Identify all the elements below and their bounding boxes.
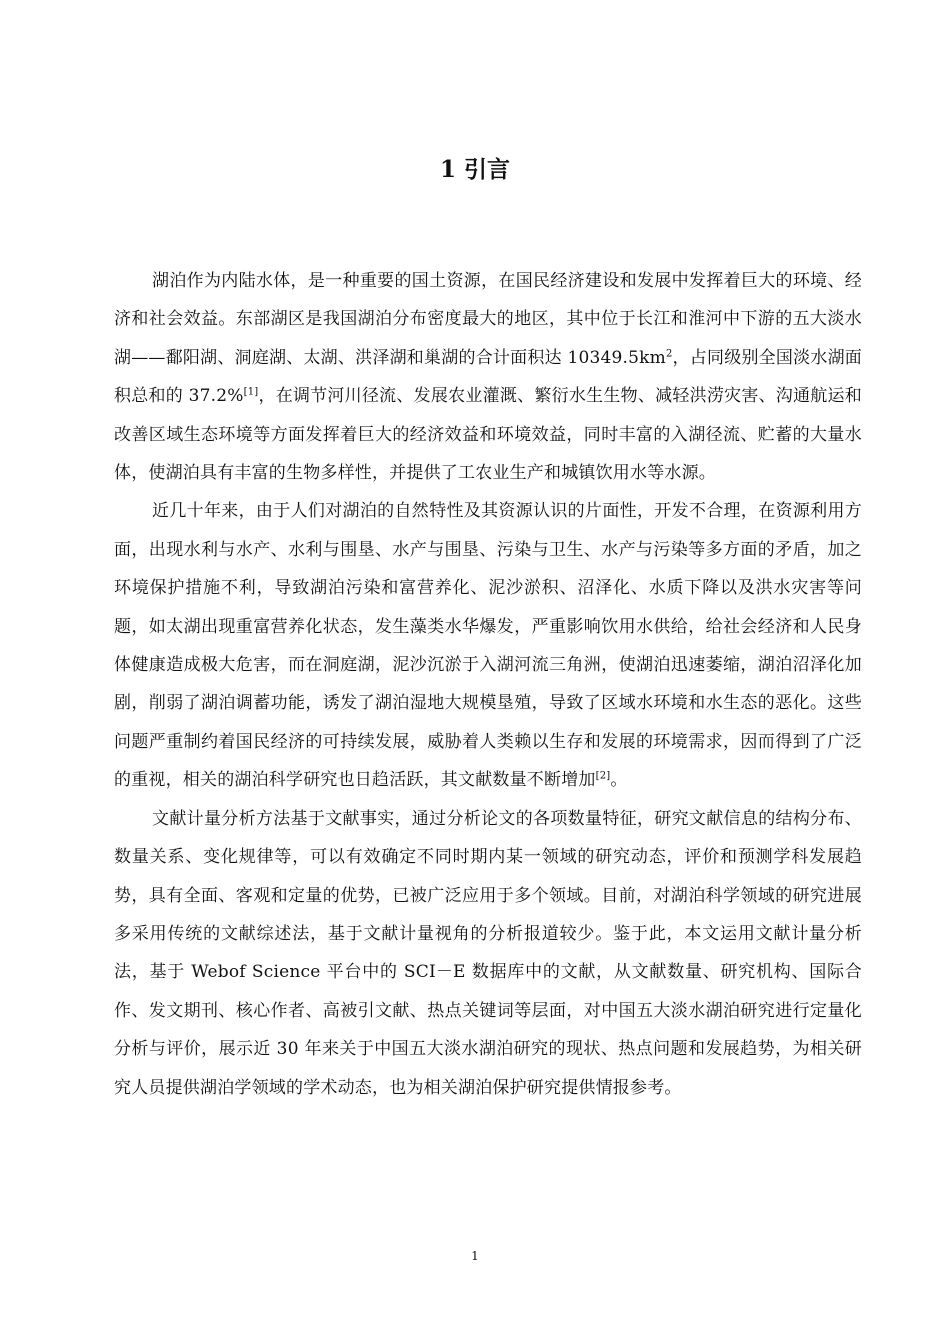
paragraph-2 xyxy=(114,492,862,799)
text-segment: ，占同级别全国淡水湖面积总和的 37.2% xyxy=(114,347,863,407)
text-segment: 。 xyxy=(610,770,628,791)
citation-marker: [2] xyxy=(595,770,611,782)
page-number: 1 xyxy=(471,1249,479,1263)
section-title: 1 引言 xyxy=(439,156,510,183)
text-segment: 文献计量分析方法基于文献事实，通过分析论文的各项数量特征，研究文献信息的结构分布、数量关系、变化规律等，可以有效确定不同时期内某一领域的研究动态，评价和预测学科发展趋势，具有全面、客观和定量的优势，已被广泛应用于多个领域。目前，对湖泊科学领域的研究进展多采用传统的文献综述法，基于文献计量视角的分析报道较少。鉴于此，本文运用文献计量分析法，基于 Webof Science 平台中的 SCI－E 数据库中的文献，从文献数量、研究机构、国际合作、发文期刊、核心作者、高被引文献、热点关键词等层面，对中国五大淡水湖泊研究进行定量化分析与评价，展示近 30 年来关于中国五大淡水湖泊研究的现状、热点问题和发展趋势，为相关研究人员提供湖泊学领域的学术动态，也为相关湖泊保护研究提供情报参考。 xyxy=(114,808,862,1098)
text-segment: 湖泊作为内陆水体，是一种重要的国土资源，在国民经济建设和发展中发挥着巨大的环境、经济和社会效益。东部湖区是我国湖泊分布密度最大的地区，其中位于长江和淮河中下游的五大淡水湖——鄱阳湖、洞庭湖、太湖、洪泽湖和巢湖的合计面积达 10349.5km xyxy=(114,271,862,368)
body-text xyxy=(114,262,862,1107)
citation-marker: [1] xyxy=(243,386,259,398)
paragraph-1 xyxy=(114,262,862,492)
superscript-unit: 2 xyxy=(665,348,673,360)
paragraph-3 xyxy=(114,800,862,1107)
text-segment: 近几十年来，由于人们对湖泊的自然特性及其资源认识的片面性，开发不合理，在资源利用方面，出现水利与水产、水利与围垦、水产与围垦、污染与卫生、水产与污染等多方面的矛盾，加之环境保护措施不利，导致湖泊污染和富营养化、泥沙淤积、沼泽化、水质下降以及洪水灾害等问题，如太湖出现重富营养化状态，发生藻类水华爆发，严重影响饮用水供给，给社会经济和人民身体健康造成极大危害，而在洞庭湖，泥沙沉淤于入湖河流三角洲，使湖泊迅速萎缩，湖泊沼泽化加剧，削弱了湖泊调蓄功能，诱发了湖泊湿地大规模垦殖，导致了区域水环境和水生态的恶化。这些问题严重制约着国民经济的可持续发展，威胁着人类赖以生存和发展的环境需求，因而得到了广泛的重视，相关的湖泊科学研究也日趋活跃，其文献数量不断增加 xyxy=(114,501,862,791)
text-segment: ，在调节河川径流、发展农业灌溉、繁衍水生生物、减轻洪涝灾害、沟通航运和改善区域生态环境等方面发挥着巨大的经济效益和环境效益，同时丰富的入湖径流、贮蓄的大量水体，使湖泊具有丰富的生物多样性，并提供了工农业生产和城镇饮用水等水源。 xyxy=(114,386,862,484)
